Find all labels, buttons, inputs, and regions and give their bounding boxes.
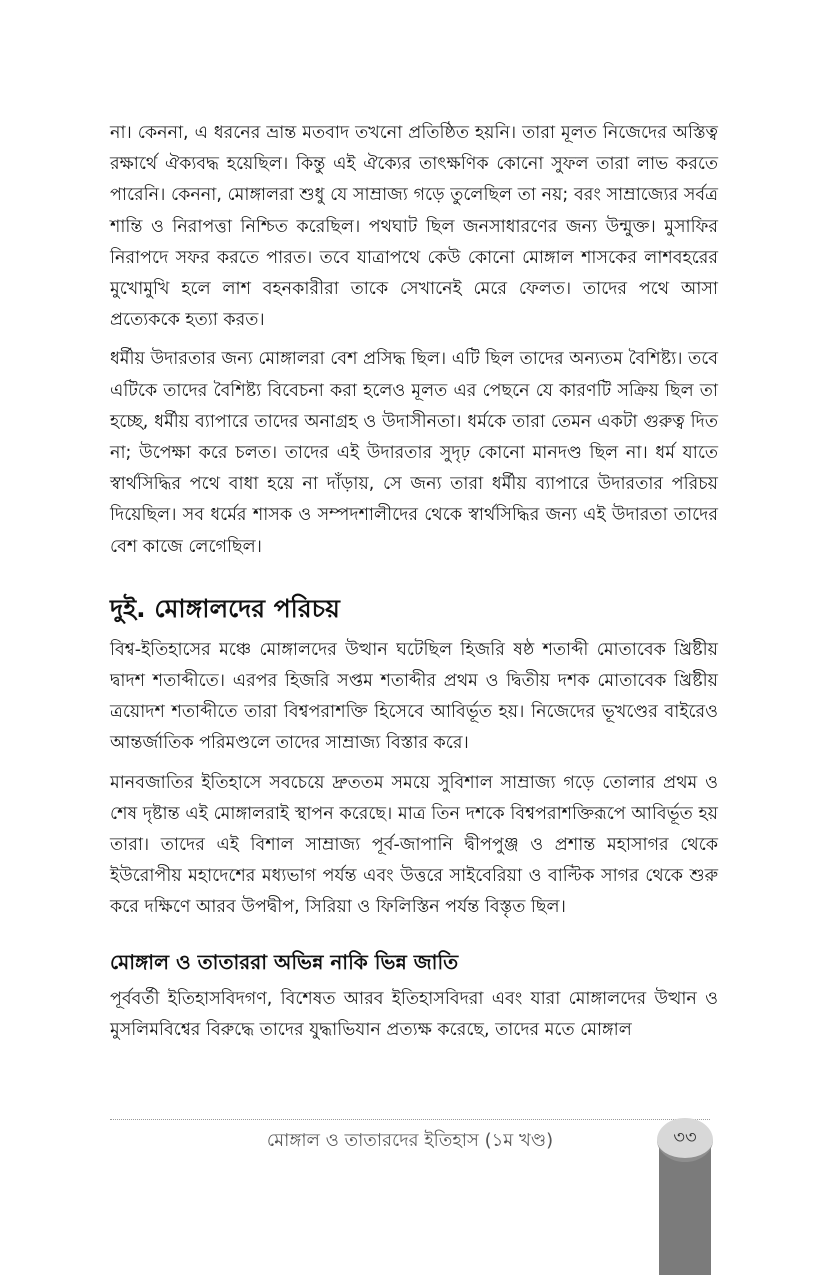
section-heading: দুই. মোঙ্গালদের পরিচয় [110, 593, 340, 623]
body-paragraph: ধর্মীয় উদারতার জন্য মোঙ্গালরা বেশ প্রসিদ্ধ ছিল। এটি ছিল তাদের অন্যতম বৈশিষ্ট্য। তবে এটিকে তাদের বৈশিষ্ট্য বিবেচনা করা হলেও মূলত এর পেছনে যে কারণটি সক্রিয় ছিল তা হচ্ছে, ধর্মীয় ব্যাপারে তাদের অনাগ্রহ ও উদাসীনতা। ধর্মকে তারা তেমন একটা গুরুত্ব দিত না; উপেক্ষা করে চলত। তাদের এই উদারতার সুদৃঢ় কোনো মানদণ্ড ছিল না। ধর্ম যাতে স্বার্থসিদ্ধির পথে বাধা হয়ে না দাঁড়ায়, সে জন্য তারা ধর্মীয় ব্যাপারে উদারতার পরিচয় দিয়েছিল। সব ধর্মের শাসক ও সম্পদশালীদের থেকে স্বার্থসিদ্ধির জন্য এই উদারতা তাদের বেশ কাজে লেগেছিল। [110, 349, 718, 557]
body-paragraph: বিশ্ব-ইতিহাসের মঞ্চে মোঙ্গালদের উত্থান ঘটেছিল হিজরি ষষ্ঠ শতাব্দী মোতাবেক খ্রিষ্টীয় দ্বাদশ শতাব্দীতে। এরপর হিজরি সপ্তম শতাব্দীর প্রথম ও দ্বিতীয় দশক মোতাবেক খ্রিষ্টীয় ত্রয়োদশ শতাব্দীতে তারা বিশ্বপরাশক্তি হিসেবে আবির্ভূত হয়। নিজেদের ভূখণ্ডের বাইরেও আন্তর্জাতিক পরিমণ্ডলে তাদের সাম্রাজ্য বিস্তার করে। [110, 639, 718, 754]
footer-divider [110, 1119, 710, 1120]
page-number: ৩৩ [673, 1126, 697, 1148]
body-paragraph: মানবজাতির ইতিহাসে সবচেয়ে দ্রুততম সময়ে সুবিশাল সাম্রাজ্য গড়ে তোলার প্রথম ও শেষ দৃষ্টান্ত এই মোঙ্গালরাই স্থাপন করেছে। মাত্র তিন দশকে বিশ্বপরাশক্তিরূপে আবির্ভূত হয় তারা। তাদের এই বিশাল সাম্রাজ্য পূর্ব-জাপানি দ্বীপপুঞ্জ ও প্রশান্ত মহাসাগর থেকে ইউরোপীয় মহাদেশের মধ্যভাগ পর্যন্ত এবং উত্তরে সাইবেরিয়া ও বাল্টিক সাগর থেকে শুরু করে দক্ষিণে আরব উপদ্বীপ, সিরিয়া ও ফিলিস্তিন পর্যন্ত বিস্তৃত ছিল। [110, 772, 718, 918]
sub-heading: মোঙ্গাল ও তাতাররা অভিন্ন নাকি ভিন্ন জাতি [110, 949, 459, 974]
body-paragraph: পূর্ববর্তী ইতিহাসবিদগণ, বিশেষত আরব ইতিহাসবিদরা এবং যারা মোঙ্গালদের উত্থান ও মুসলিমবিশ্বের বিরুদ্ধে তাদের যুদ্ধাভিযান প্রত্যক্ষ করেছে, তাদের মতে মোঙ্গাল [110, 988, 718, 1040]
footer-book-title: মোঙ্গাল ও তাতারদের ইতিহাস (১ম খণ্ড) [266, 1130, 554, 1151]
page-body [110, 118, 718, 1054]
page-number-badge [657, 1118, 713, 1162]
body-paragraph: না। কেননা, এ ধরনের ভ্রান্ত মতবাদ তখনো প্রতিষ্ঠিত হয়নি। তারা মূলত নিজেদের অস্তিত্ব রক্ষার্থে ঐক্যবদ্ধ হয়েছিল। কিন্তু এই ঐক্যের তাৎক্ষণিক কোনো সুফল তারা লাভ করতে পারেনি। কেননা, মোঙ্গালরা শুধু যে সাম্রাজ্য গড়ে তুলেছিল তা নয়; বরং সাম্রাজ্যের সর্বত্র শান্তি ও নিরাপত্তা নিশ্চিত করেছিল। পথঘাট ছিল জনসাধারণের জন্য উন্মুক্ত। মুসাফির নিরাপদে সফর করতে পারত। তবে যাত্রাপথে কেউ কোনো মোঙ্গাল শাসকের লাশবহরের মুখোমুখি হলে লাশ বহনকারীরা তাকে সেখানেই মেরে ফেলত। তাদের পথে আসা প্রত্যেককে হত্যা করত। [110, 123, 718, 331]
